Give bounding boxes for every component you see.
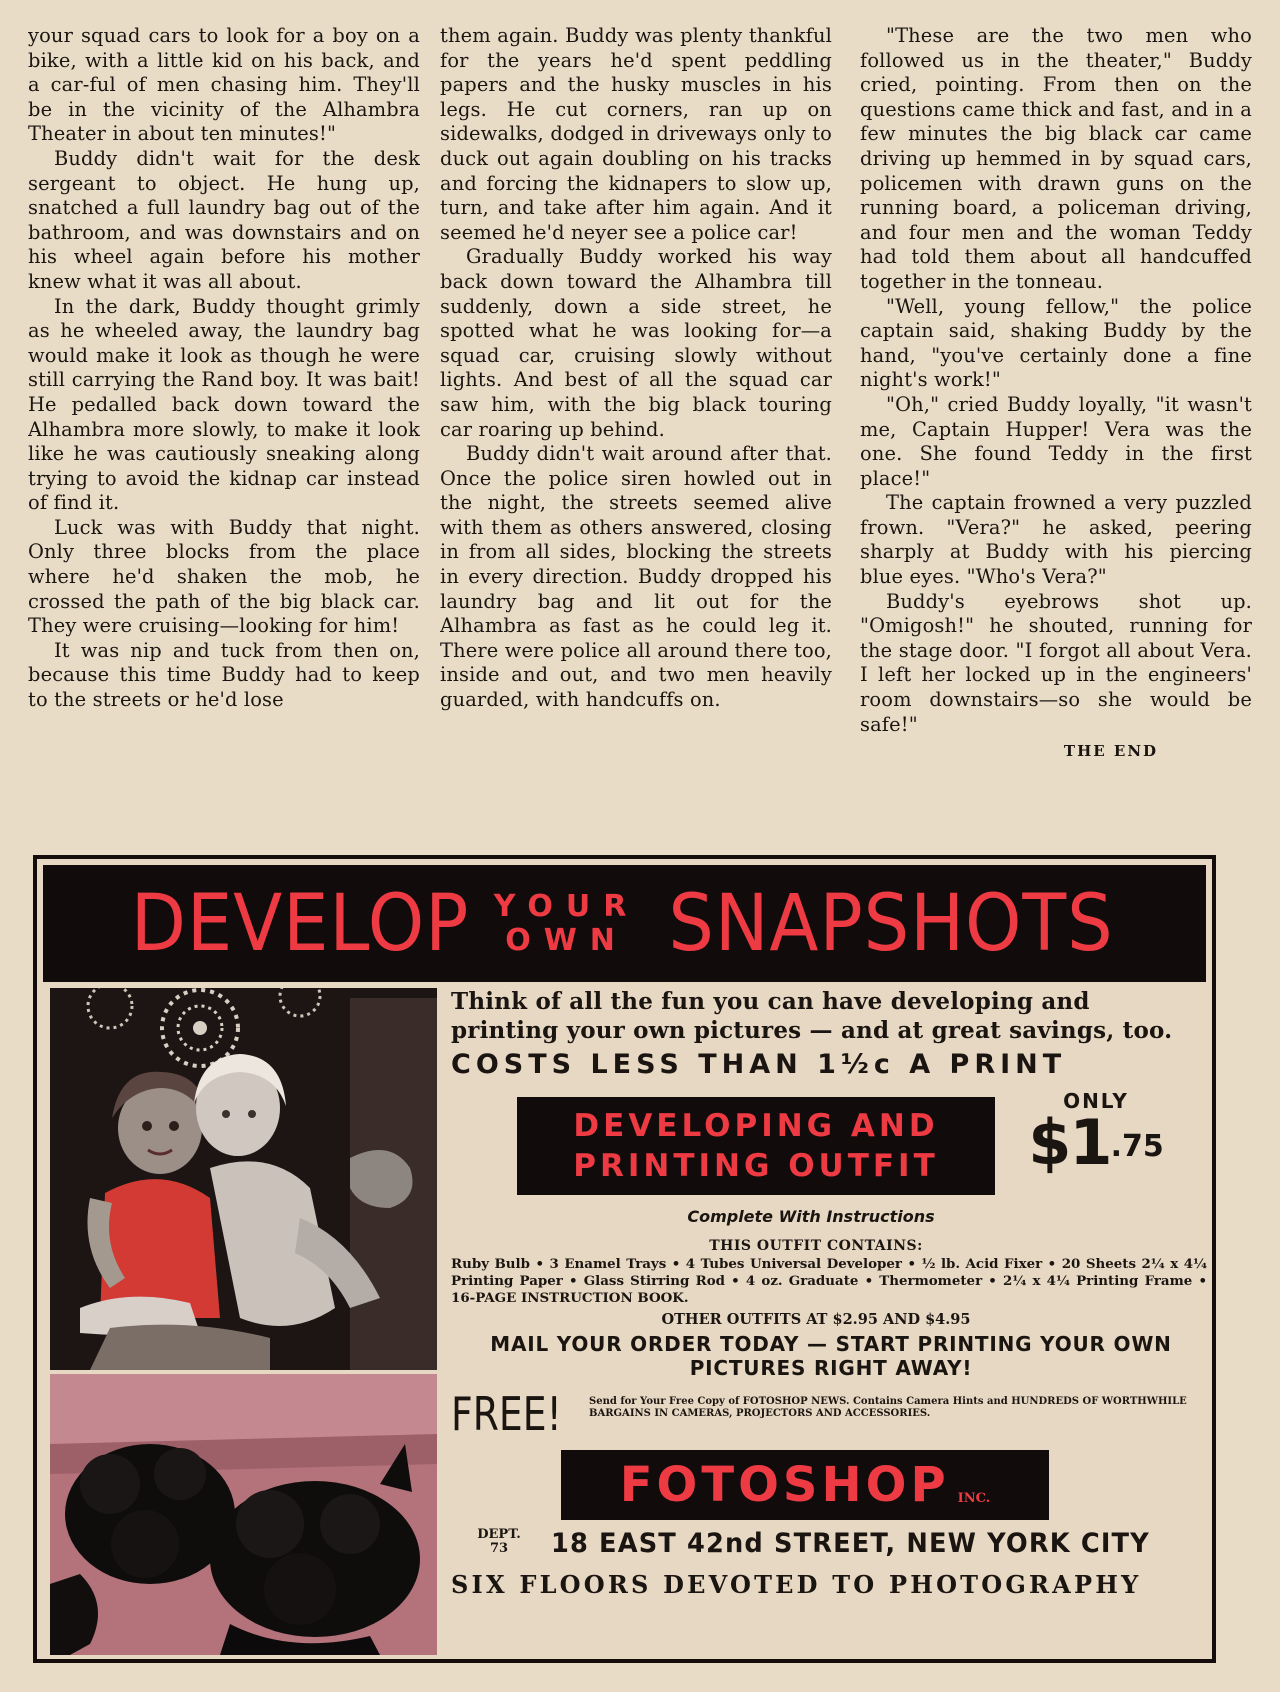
price-block: [1016, 1089, 1176, 1179]
paragraph: your squad cars to look for a boy on a bike, with a little kid on his back, and a car-ful of men chasing him. They'll be in the vicinity of the Alhambra Theater in about ten minutes!": [28, 24, 420, 146]
paragraph: Buddy didn't wait for the desk sergeant to object. He hung up, snatched a full laundry bag out of the bathroom, and was downstairs and on his wheel again before his mother knew what it was all about.: [28, 146, 420, 293]
headline-your: YOUR: [493, 888, 640, 924]
free-label: FREE!: [451, 1387, 562, 1441]
children-photo: [50, 988, 437, 1370]
headline-your-own: [494, 890, 640, 958]
dept-number: 73: [489, 1541, 509, 1556]
paragraph: "These are the two men who followed us in the theater," Buddy cried, pointing. From then on the questions came thick and fast, and in a few minutes the big black car came driving up hemmed in by squad cars, policemen with drawn guns on the running board, a policeman driving, and four men and the woman Teddy had told them about all handcuffed together in the tonneau.: [860, 24, 1252, 293]
price-dollars: $1: [1028, 1106, 1111, 1179]
ad-intro: Think of all the fun you can have developing and printing your own pictures — and at great savings, too.: [451, 988, 1173, 1044]
children-photo-illustration: [50, 988, 437, 1370]
price-cents: .75: [1110, 1129, 1164, 1164]
ad-headline-banner: [43, 865, 1206, 982]
dept-text: DEPT.: [477, 1527, 521, 1542]
story-column-2: [440, 24, 832, 834]
outfit-contents: Ruby Bulb • 3 Enamel Trays • 4 Tubes Universal Developer • ½ lb. Acid Fixer • 20 Sheets 2¼ x 4¼ Printing Paper • Glass Stirring Rod • 4 oz. Graduate • Thermometer • 2¼ x 4¼ Printing Frame • 16-PAGE INSTRUCTION BOOK.: [451, 1256, 1207, 1306]
paragraph: It was nip and tuck from then on, because this time Buddy had to keep to the streets or he'd lose: [28, 638, 420, 712]
scottie-dog-photo: [50, 1374, 437, 1655]
paragraph: In the dark, Buddy thought grimly as he wheeled away, the laundry bag would make it look as though he were still carrying the Rand boy. It was bait! He pedalled back down toward the Alhambra more slowly, to make it look like he was cautiously sneaking along trying to avoid the kidnap car instead of find it.: [28, 294, 420, 515]
story-column-3: [860, 24, 1252, 834]
paragraph: Buddy's eyebrows shot up. "Omigosh!" he shouted, running for the stage door. "I forgot all about Vera. I left her locked up in the engineers' room downstairs—so she would be safe!": [860, 589, 1252, 736]
company-address: 18 EAST 42nd STREET, NEW YORK CITY: [551, 1528, 1150, 1559]
headline-own: OWN: [505, 922, 628, 958]
company-suffix: INC.: [957, 1491, 991, 1506]
fotoshop-advertisement: [33, 855, 1216, 1663]
headline-develop: DEVELOP: [130, 878, 470, 969]
paragraph: Luck was with Buddy that night. Only three blocks from the place where he'd shaken the mob, he crossed the path of the big black car. They were cruising—looking for him!: [28, 515, 420, 638]
mail-order-line: MAIL YOUR ORDER TODAY — START PRINTING YOUR OWN PICTURES RIGHT AWAY!: [490, 1332, 1172, 1380]
story-column-1: [28, 24, 420, 834]
paragraph: The captain frowned a very puzzled frown. "Vera?" he asked, peering sharply at Buddy with his piercing blue eyes. "Who's Vera?": [860, 491, 1252, 589]
the-end-label: THE END: [1063, 742, 1159, 761]
paragraph: them again. Buddy was plenty thankful for the years he'd spent peddling papers and the husky muscles in his legs. He cut corners, ran up on sidewalks, dodged in driveways only to duck out again doubling on his tracks and forcing the kidnapers to slow up, turn, and take after him again. And it seemed he'd neyer see a police car!: [440, 24, 832, 244]
price: [1016, 1106, 1176, 1179]
ad-cost-line: COSTS LESS THAN 1½c A PRINT: [451, 1049, 1067, 1080]
ad-copy: [451, 987, 1211, 1599]
contents-header: THIS OUTFIT CONTAINS:: [709, 1238, 923, 1254]
paragraph: "Well, young fellow," the police captain said, shaking Buddy by the hand, "you've certainly done a fine night's work!": [860, 294, 1252, 392]
free-offer: [451, 1388, 1211, 1446]
paragraph: Gradually Buddy worked his way back down toward the Alhambra till suddenly, down a side street, he spotted what he was looking for—a squad car, cruising slowly without lights. And best of all the squad car saw him, with the big black touring car roaring up behind.: [440, 245, 832, 441]
scottie-dog-illustration: [50, 1374, 437, 1655]
company-logo-box: [561, 1450, 1049, 1520]
only-label: ONLY: [1063, 1089, 1129, 1113]
paragraph: "Oh," cried Buddy loyally, "it wasn't me, Captain Hupper! Vera was the one. She found Teddy in the first place!": [860, 392, 1252, 490]
paragraph: Buddy didn't wait around after that. Once the police siren howled out in the night, the streets seemed alive with them as others answered, closing in from all sides, blocking the streets in every direction. Buddy dropped his laundry bag and lit out for the Alhambra as fast as he could leg it. There were police all around there too, inside and out, and two men heavily guarded, with handcuffs on.: [440, 442, 832, 712]
free-offer-text: Send for Your Free Copy of FOTOSHOP NEWS. Contains Camera Hints and HUNDREDS OF WORTHWHILE BARGAINS IN CAMERAS, PROJECTORS AND ACCESSORIES.: [589, 1396, 1187, 1419]
outfit-row: [451, 1089, 1211, 1199]
outfit-title-line-2: PRINTING OUTFIT: [573, 1148, 939, 1184]
company-row: [451, 1450, 1211, 1524]
outfit-title-box: [517, 1097, 995, 1195]
floors-tagline: SIX FLOORS DEVOTED TO PHOTOGRAPHY: [451, 1570, 1142, 1599]
address-row: [451, 1526, 1211, 1570]
dept-label: [471, 1528, 527, 1556]
company-name: FOTOSHOP: [619, 1457, 950, 1513]
headline-snapshots: SNAPSHOTS: [668, 878, 1114, 969]
other-outfits: OTHER OUTFITS AT $2.95 AND $4.95: [661, 1311, 971, 1328]
instructions-note: Complete With Instructions: [687, 1207, 935, 1226]
outfit-title-line-1: DEVELOPING AND: [573, 1108, 939, 1144]
story-text: [22, 24, 1258, 834]
